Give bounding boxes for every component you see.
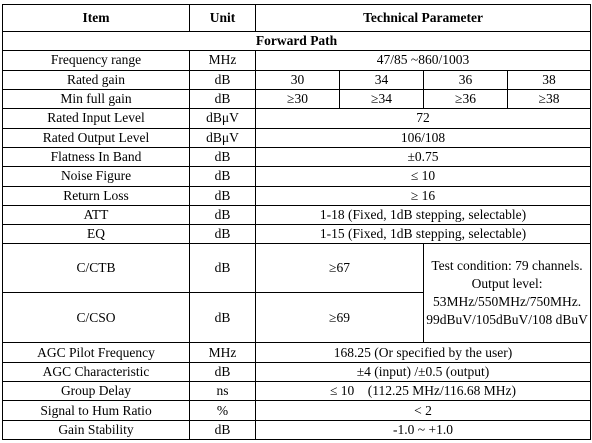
table-header-row xyxy=(3,5,591,32)
unit-cell: % xyxy=(190,401,256,420)
value-cell: ≥67 xyxy=(256,244,424,293)
item-cell: AGC Characteristic xyxy=(3,362,190,381)
item-cell: C/CSO xyxy=(3,293,190,343)
unit-cell: dB xyxy=(190,167,256,186)
item-cell: AGC Pilot Frequency xyxy=(3,343,190,362)
unit-cell: dB xyxy=(190,293,256,343)
value-cell: 47/85 ~860/1003 xyxy=(256,51,591,70)
item-cell: ATT xyxy=(3,205,190,224)
row-min-full-gain xyxy=(3,89,591,108)
row-rated-input-level xyxy=(3,109,591,128)
section-row xyxy=(3,32,591,51)
value-cell: ≥38 xyxy=(508,89,591,108)
row-agc-pilot-frequency xyxy=(3,343,591,362)
note-line: 53MHz/550MHz/750MHz. xyxy=(432,294,582,310)
value-cell: ≥36 xyxy=(424,89,508,108)
row-frequency-range xyxy=(3,51,591,70)
item-cell: Frequency range xyxy=(3,51,190,70)
row-eq xyxy=(3,225,591,244)
value-cell: ±0.75 xyxy=(256,147,591,166)
note-line: 99dBuV/105dBuV/108 dBuV xyxy=(426,312,588,328)
unit-cell: MHz xyxy=(190,51,256,70)
value-cell: 36 xyxy=(424,70,508,89)
value-cell: ≥69 xyxy=(256,293,424,343)
item-cell: EQ xyxy=(3,225,190,244)
row-agc-characteristic xyxy=(3,362,591,381)
value-cell: ±4 (input) /±0.5 (output) xyxy=(256,362,591,381)
value-cell: 1-18 (Fixed, 1dB stepping, selectable) xyxy=(256,205,591,224)
item-cell: Gain Stability xyxy=(3,420,190,439)
item-cell: Rated Output Level xyxy=(3,128,190,147)
value-cell: 168.25 (Or specified by the user) xyxy=(256,343,591,362)
note-line: Output level: xyxy=(471,276,543,292)
value-cell: ≤ 10 xyxy=(256,167,591,186)
unit-cell: ns xyxy=(190,382,256,401)
value-cell: 72 xyxy=(256,109,591,128)
unit-cell: dB xyxy=(190,147,256,166)
unit-cell: MHz xyxy=(190,343,256,362)
value-cell: ≥30 xyxy=(256,89,340,108)
row-rated-gain xyxy=(3,70,591,89)
item-cell: C/CTB xyxy=(3,244,190,293)
value-cell: ≥ 16 xyxy=(256,186,591,205)
item-cell: Flatness In Band xyxy=(3,147,190,166)
unit-cell: dB xyxy=(190,89,256,108)
technical-parameter-table xyxy=(2,4,591,440)
row-att xyxy=(3,205,591,224)
unit-cell: dBμV xyxy=(190,109,256,128)
row-flatness-in-band xyxy=(3,147,591,166)
item-cell: Rated gain xyxy=(3,70,190,89)
unit-cell: dB xyxy=(190,70,256,89)
unit-cell: dB xyxy=(190,244,256,293)
value-cell: 30 xyxy=(256,70,340,89)
test-condition-note xyxy=(424,244,591,343)
item-cell: Signal to Hum Ratio xyxy=(3,401,190,420)
item-cell: Min full gain xyxy=(3,89,190,108)
value-cell: -1.0 ~ +1.0 xyxy=(256,420,591,439)
row-rated-output-level xyxy=(3,128,591,147)
value-cell: 38 xyxy=(508,70,591,89)
value-cell: ≤ 10 (112.25 MHz/116.68 MHz) xyxy=(256,382,591,401)
unit-cell: dB xyxy=(190,225,256,244)
row-signal-to-hum-ratio xyxy=(3,401,591,420)
item-cell: Rated Input Level xyxy=(3,109,190,128)
row-gain-stability xyxy=(3,420,591,439)
item-cell: Return Loss xyxy=(3,186,190,205)
unit-cell: dB xyxy=(190,420,256,439)
header-technical-parameter: Technical Parameter xyxy=(256,5,591,32)
value-cell: 106/108 xyxy=(256,128,591,147)
row-c-ctb xyxy=(3,244,591,293)
header-unit: Unit xyxy=(190,5,256,32)
header-item: Item xyxy=(3,5,190,32)
note-line: Test condition: 79 channels. xyxy=(431,258,583,274)
value-cell: < 2 xyxy=(256,401,591,420)
section-forward-path: Forward Path xyxy=(3,32,591,51)
unit-cell: dB xyxy=(190,186,256,205)
value-cell: 1-15 (Fixed, 1dB stepping, selectable) xyxy=(256,225,591,244)
row-group-delay xyxy=(3,382,591,401)
item-cell: Group Delay xyxy=(3,382,190,401)
row-return-loss xyxy=(3,186,591,205)
unit-cell: dB xyxy=(190,205,256,224)
row-noise-figure xyxy=(3,167,591,186)
item-cell: Noise Figure xyxy=(3,167,190,186)
unit-cell: dBμV xyxy=(190,128,256,147)
value-cell: 34 xyxy=(340,70,424,89)
value-cell: ≥34 xyxy=(340,89,424,108)
unit-cell: dB xyxy=(190,362,256,381)
